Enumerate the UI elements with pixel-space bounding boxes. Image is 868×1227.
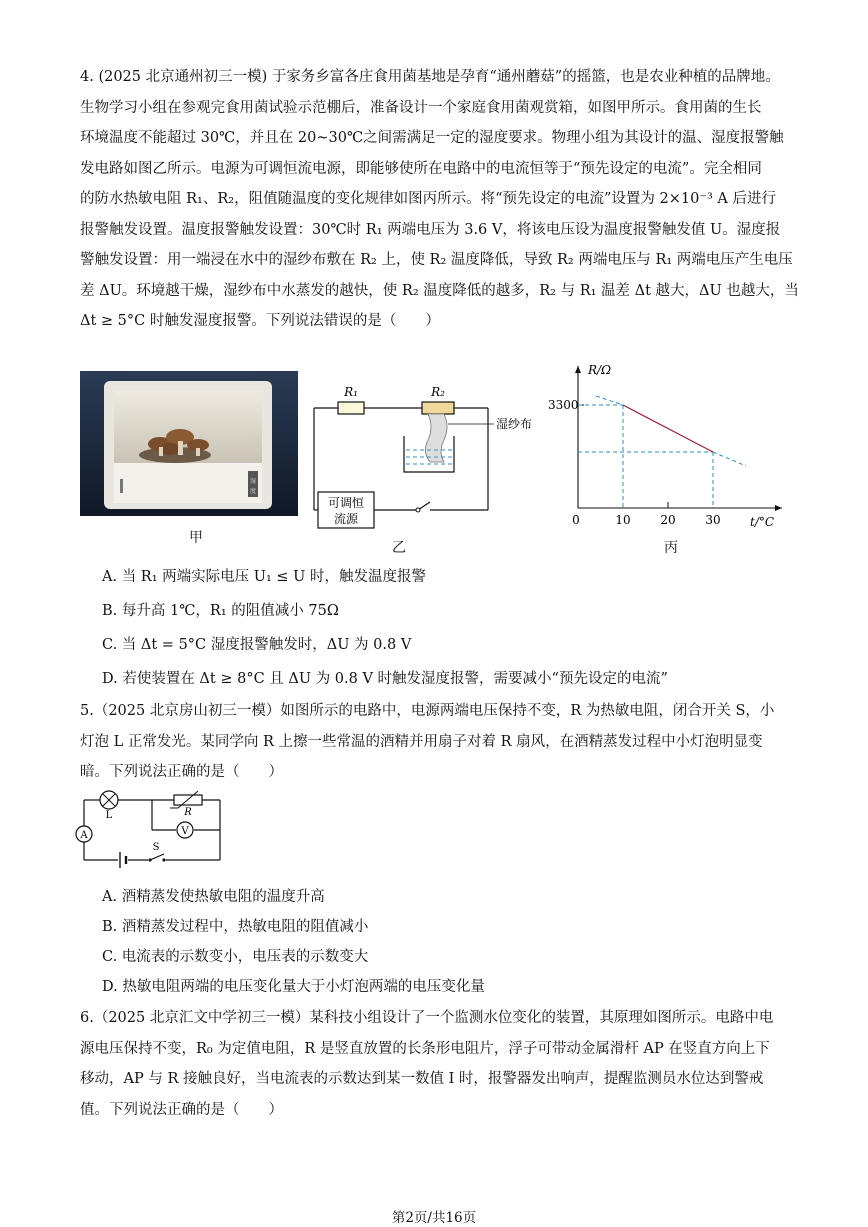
question-5-stem [80, 696, 792, 788]
q6-line: 值。下列说法正确的是（ ） [80, 1101, 283, 1118]
q5-option-a: A. 酒精蒸发使热敏电阻的温度升高 [102, 889, 325, 905]
q5-option-b: B. 酒精蒸发过程中，热敏电阻的阻值减小 [102, 919, 369, 935]
q5-line: 灯泡 L 正常发光。某同学向 R 上擦一些常温的酒精并用扇子对着 R 扇风，在酒精蒸发过程中小灯泡明显变 [80, 733, 763, 750]
r1-label: R₁ [344, 385, 358, 399]
q4-line: 4. (2025 北京通州初三一模) 于家务乡富各庄食用菌基地是孕育“通州蘑菇”的摇篮，也是农业种植的品牌地。 [80, 69, 780, 85]
graph-y-tick: 3300 [548, 398, 579, 412]
q4-option-b: B. 每升高 1℃，R₁ 的阻值减小 75Ω [102, 603, 339, 619]
q4-line: Δt ≥ 5°C 时触发湿度报警。下列说法错误的是（ ） [80, 313, 440, 329]
q5-option-c: C. 电流表的示数变小，电压表的示数变大 [102, 949, 369, 965]
figure-jia-caption: 甲 [189, 530, 203, 546]
mushroom-box-illustration [80, 371, 298, 516]
source-label-1: 可调恒 [327, 496, 365, 510]
voltmeter-label: V [181, 826, 189, 837]
figure-bing-caption: 丙 [664, 540, 678, 556]
q4-option-d: D. 若使装置在 Δt ≥ 8°C 且 ΔU 为 0.8 V 时触发湿度报警，需要减小“预先设定的电流” [102, 671, 668, 687]
graph-x-tick: 30 [705, 513, 721, 527]
q6-line: 源电压保持不变，R₀ 为定值电阻，R 是竖直放置的长条形电阻片，浮子可带动金属滑杆 AP 在竖直方向上下 [80, 1040, 770, 1057]
q6-line: 移动，AP 与 R 接触良好，当电流表的示数达到某一数值 I 时，报警器发出响声，提醒监测员水位达到警戒 [80, 1071, 764, 1087]
q4-line: 生物学习小组在参观完食用菌试验示范棚后，准备设计一个家庭食用菌观赏箱，如图甲所示。食用菌的生长 [80, 99, 762, 116]
lamp-label: L [105, 810, 113, 821]
source-label-2: 流源 [333, 512, 359, 526]
resistance-line [623, 405, 713, 452]
switch-label: S [152, 842, 160, 853]
q5-line: 暗。下列说法正确的是（ ） [80, 764, 283, 780]
q4-line: 环境温度不能超过 30℃，并且在 20~30℃之间需满足一定的湿度要求。物理小组为其设计的温、湿度报警触 [80, 130, 784, 146]
q5-option-d: D. 热敏电阻两端的电压变化量大于小灯泡两端的电压变化量 [102, 979, 485, 995]
q6-line: 6.（2025 北京汇文中学初三一模）某科技小组设计了一个监测水位变化的装置，其原理如图所示。电路中电 [80, 1010, 774, 1026]
graph-x-tick: 10 [615, 513, 631, 527]
q4-line: 报警触发设置。温度报警触发设置：30℃时 R₁ 两端电压为 3.6 V，将该电压设为温度报警触发值 U。湿度报 [80, 221, 781, 238]
wet-gauze [425, 414, 447, 462]
q4-line: 差 ΔU。环境越干燥，湿纱布中水蒸发的越快，使 R₂ 温度降低的越多，R₂ 与 R₁ 温差 Δt 越大，ΔU 也越大，当 [80, 282, 799, 299]
figure-yi-caption: 乙 [392, 540, 406, 556]
page-number: 第2页/共16页 [391, 1210, 477, 1226]
switch-contact [416, 508, 420, 512]
q4-line: 发电路如图乙所示。电源为可调恒流电源，即能够使所在电路中的电流恒等于“预先设定的电流”。完全相同 [80, 160, 762, 177]
mushroom-box-photo [80, 371, 298, 516]
graph-x-tick: 0 [572, 513, 580, 527]
resistor-label: R [184, 807, 192, 818]
r1-resistor [338, 402, 364, 414]
graph-x-label: t/°C [750, 515, 775, 529]
ammeter-label: A [80, 830, 88, 841]
r2-label: R₂ [431, 385, 445, 399]
box-label-2: 度 [249, 488, 257, 495]
graph-x-tick: 20 [660, 513, 676, 527]
figure-bing-graph [548, 358, 800, 529]
q4-line: 警触发设置：用一端浸在水中的湿纱布敷在 R₂ 上，使 R₂ 温度降低，导致 R₂ 两端电压与 R₁ 两端电压产生电压 [80, 252, 793, 268]
question-6-stem [80, 1003, 792, 1125]
question-4-stem [80, 62, 799, 337]
q4-option-a: A. 当 R₁ 两端实际电压 U₁ ≤ U 时，触发温度报警 [102, 569, 426, 585]
r2-resistor [422, 402, 454, 414]
gauze-label: 湿纱布 [496, 417, 533, 431]
q5-line: 5.（2025 北京房山初三一模）如图所示的电路中，电源两端电压保持不变，R 为热敏电阻，闭合开关 S，小 [80, 703, 775, 719]
box-label-1: 湿 [249, 478, 257, 485]
graph-y-label: R/Ω [588, 363, 612, 377]
question-5-circuit [74, 788, 234, 868]
q4-option-c: C. 当 Δt = 5°C 湿度报警触发时，ΔU 为 0.8 V [102, 637, 412, 653]
figure-yi-circuit [304, 372, 554, 532]
q4-line: 的防水热敏电阻 R₁、R₂，阻值随温度的变化规律如图丙所示。将“预先设定的电流”设置为 2×10⁻³ A 后进行 [80, 191, 776, 207]
